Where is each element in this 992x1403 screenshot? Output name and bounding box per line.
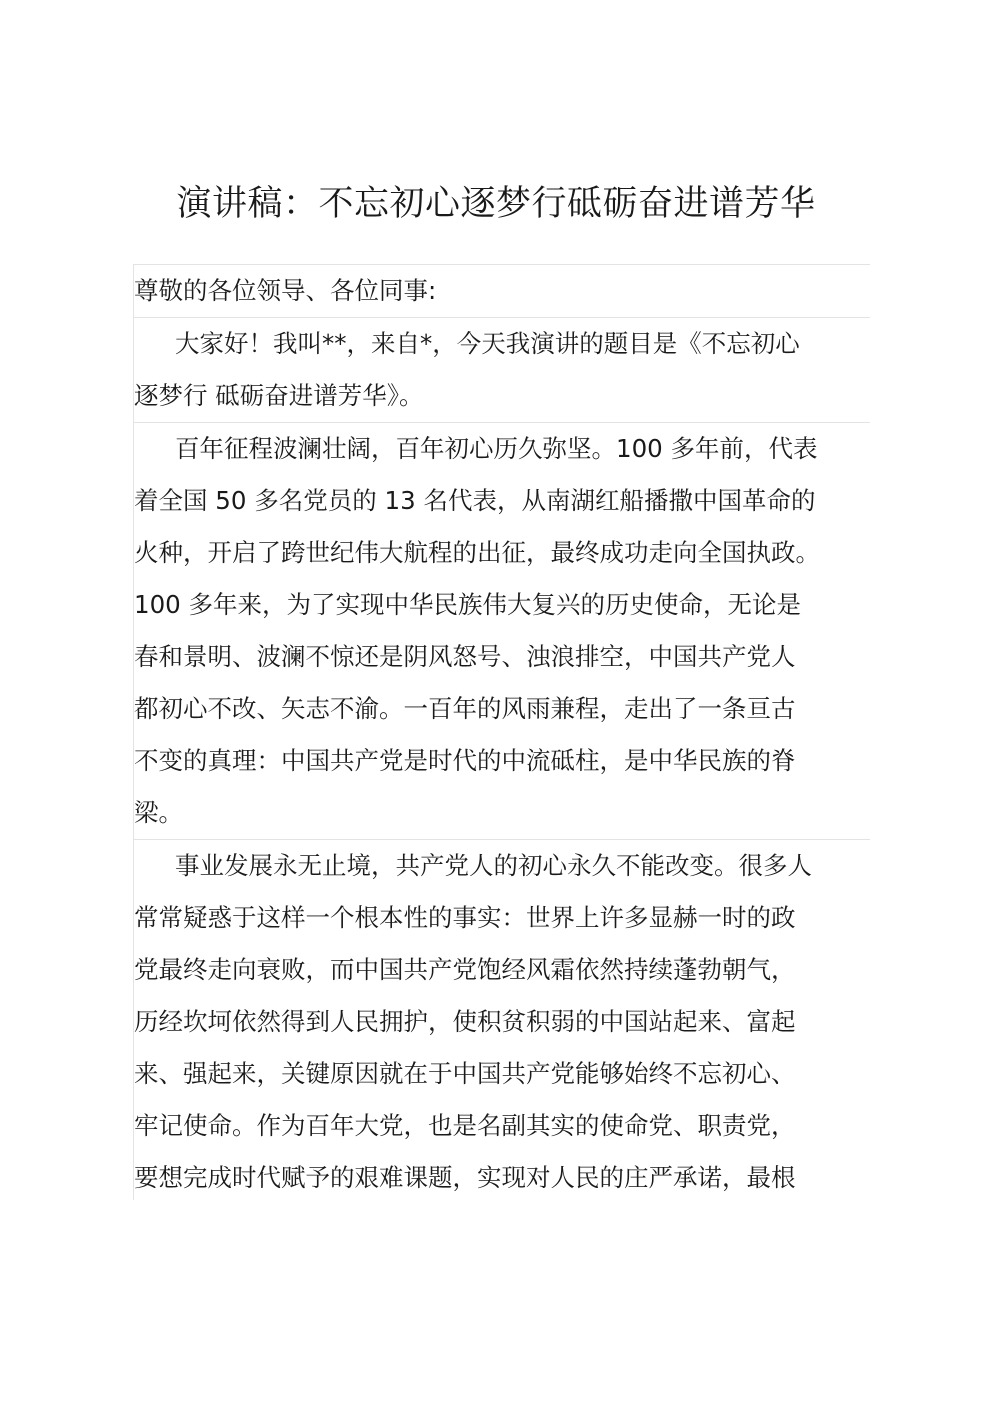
text-line: 不变的真理：中国共产党是时代的中流砥柱，是中华民族的脊: [134, 746, 796, 775]
intro-paragraph: [134, 317, 870, 422]
text-line: 大家好！我叫**，来自*，今天我演讲的题目是《不忘初心: [175, 329, 800, 358]
text-line: 党最终走向衰败，而中国共产党饱经风霜依然持续蓬勃朝气，: [134, 955, 796, 984]
text-line: 事业发展永无止境，共产党人的初心永久不能改变。很多人: [175, 851, 812, 880]
history-paragraph: [134, 422, 870, 839]
text-line: 尊敬的各位领导、各位同事:: [134, 276, 437, 305]
text-line: 历经坎坷依然得到人民拥护，使积贫积弱的中国站起来、富起: [134, 1007, 796, 1036]
text-line: 都初心不改、矢志不渝。一百年的风雨兼程，走出了一条亘古: [134, 694, 796, 723]
salutation-paragraph: [134, 264, 870, 317]
text-line: 要想完成时代赋予的艰难课题，实现对人民的庄严承诺，最根: [134, 1163, 796, 1192]
text-line: 常常疑惑于这样一个根本性的事实：世界上许多显赫一时的政: [134, 903, 796, 932]
text-line: 来、强起来，关键原因就在于中国共产党能够始终不忘初心、: [134, 1059, 796, 1088]
document-body: [133, 264, 870, 1200]
text-line: 牢记使命。作为百年大党，也是名副其实的使命党、职责党，: [134, 1111, 796, 1140]
document-title: 演讲稿：不忘初心逐梦行砥砺奋进谱芳华: [176, 184, 816, 224]
mission-paragraph: [134, 839, 870, 1200]
text-line: 梁。: [134, 798, 183, 827]
text-line: 逐梦行 砥砺奋进谱芳华》。: [134, 381, 424, 410]
text-line: 百年征程波澜壮阔，百年初心历久弥坚。100 多年前，代表: [175, 434, 818, 463]
text-line: 着全国 50 多名党员的 13 名代表，从南湖红船播撒中国革命的: [134, 486, 816, 515]
text-line: 春和景明、波澜不惊还是阴风怒号、浊浪排空，中国共产党人: [134, 642, 796, 671]
text-line: 火种，开启了跨世纪伟大航程的出征，最终成功走向全国执政。: [134, 538, 820, 567]
text-line: 100 多年来，为了实现中华民族伟大复兴的历史使命，无论是: [134, 590, 802, 619]
